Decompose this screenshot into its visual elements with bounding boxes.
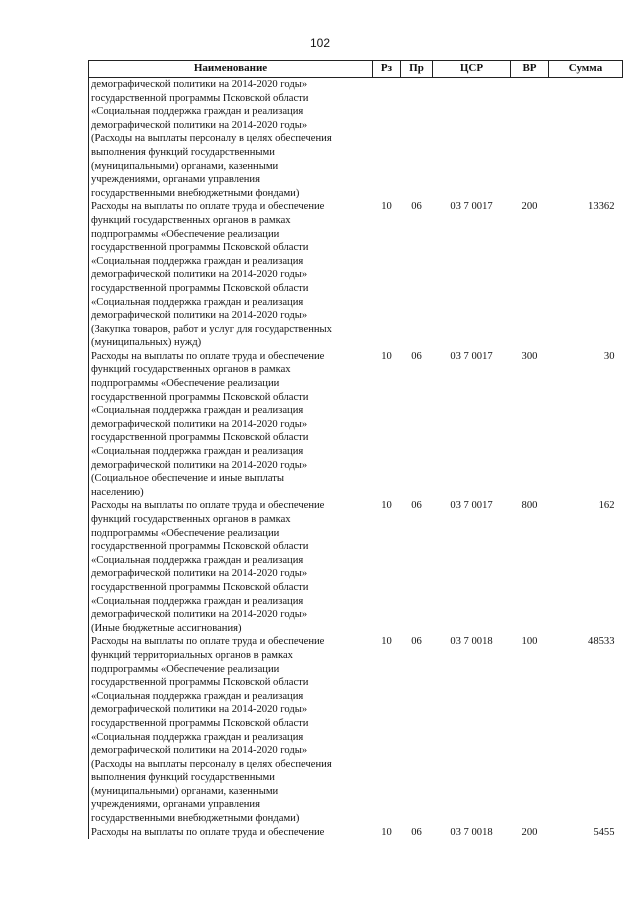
table-row [89,78,623,201]
row-sum: 5455 [593,826,615,838]
row-vr: 200 [521,201,538,213]
row-rz [373,78,401,201]
row-pr: 06 [411,201,422,213]
row-pr: 06 [411,636,422,648]
header-vr: ВР [511,61,549,78]
row-rz: 10 [381,201,392,213]
table-body [89,78,623,840]
row-vr: 100 [521,636,538,648]
row-name: Расходы на выплаты по оплате труда и обеспечение функций территориальных органов в рамках подпрограммы «Обеспечение реализации государственной программы Псковской области «Социальная поддержка граждан и реализация демографической политики на 2014-2020 годы» государственной программы Псковской области «Социальная поддержка граждан и реализация демографической политики на 2014-2020 годы» (Расходы на выплаты персоналу в целях обеспечения выполнения функций государственными (муниципальными) органами, казенными учреждениями, органами управления государственными внебюджетными фондами) [89,635,373,825]
row-rz: 10 [381,500,392,512]
row-sum: 162 [598,500,615,512]
row-vr: 200 [521,826,538,838]
row-name: демографической политики на 2014-2020 годы» государственной программы Псковской области «Социальная поддержка граждан и реализация демографической политики на 2014-2020 годы» (Расходы на выплаты персоналу в целях обеспечения выполнения функций государственными (муниципальными) органами, казенными учреждениями, органами управления государственными внебюджетными фондами) [89,78,373,201]
budget-table [88,60,623,839]
table-header [89,61,623,78]
table-row [89,200,623,350]
row-name: Расходы на выплаты по оплате труда и обеспечение функций государственных органов в рамках подпрограммы «Обеспечение реализации государственной программы Псковской области «Социальная поддержка граждан и реализация демографической политики на 2014-2020 годы» государственной программы Псковской области «Социальная поддержка граждан и реализация демографической политики на 2014-2020 годы» (Закупка товаров, работ и услуг для государственных (муниципальных) нужд) [89,200,373,350]
row-pr: 06 [411,350,422,362]
row-pr: 06 [411,500,422,512]
row-csr: 03 7 0017 [450,350,493,362]
row-vr: 300 [521,350,538,362]
header-pr: Пр [401,61,433,78]
row-csr: 03 7 0018 [450,636,493,648]
row-sum: 48533 [588,636,615,648]
table-header-row [89,61,623,78]
page-number: 102 [309,36,331,50]
header-sum: Сумма [549,61,623,78]
table-row [89,350,623,500]
header-rz: Рз [373,61,401,78]
row-sum: 30 [603,350,615,362]
table-row [89,499,623,635]
row-vr [511,78,549,201]
row-csr [433,78,511,201]
row-rz: 10 [381,350,392,362]
row-name: Расходы на выплаты по оплате труда и обеспечение функций государственных органов в рамках подпрограммы «Обеспечение реализации государственной программы Псковской области «Социальная поддержка граждан и реализация демографической политики на 2014-2020 годы» государственной программы Псковской области «Социальная поддержка граждан и реализация демографической политики на 2014-2020 годы» (Социальное обеспечение и иные выплаты населению) [89,350,373,500]
table-row [89,635,623,825]
row-csr: 03 7 0017 [450,500,493,512]
row-sum: 13362 [588,201,615,213]
row-csr: 03 7 0017 [450,201,493,213]
row-rz: 10 [381,826,392,838]
header-name: Наименование [89,61,373,78]
header-csr: ЦСР [433,61,511,78]
table-row [89,826,623,840]
row-name: Расходы на выплаты по оплате труда и обеспечение [89,826,373,840]
row-vr: 800 [521,500,538,512]
row-name: Расходы на выплаты по оплате труда и обеспечение функций государственных органов в рамках подпрограммы «Обеспечение реализации государственной программы Псковской области «Социальная поддержка граждан и реализация демографической политики на 2014-2020 годы» государственной программы Псковской области «Социальная поддержка граждан и реализация демографической политики на 2014-2020 годы» (Иные бюджетные ассигнования) [89,499,373,635]
row-sum [549,78,623,201]
row-rz: 10 [381,636,392,648]
row-pr: 06 [411,826,422,838]
row-csr: 03 7 0018 [450,826,493,838]
row-pr [401,78,433,201]
